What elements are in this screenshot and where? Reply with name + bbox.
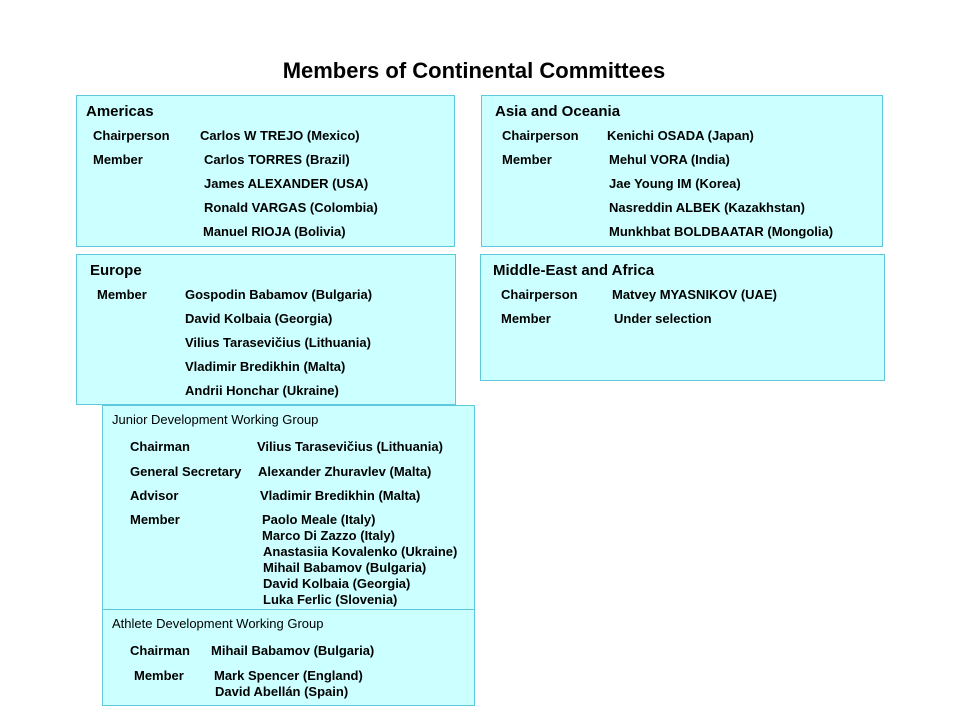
- junior-development-heading: Junior Development Working Group: [112, 412, 319, 427]
- asia-oceania-panel: [481, 95, 883, 247]
- asia-chair-role: Chairperson: [502, 128, 579, 143]
- junior-chair-role: Chairman: [130, 439, 190, 454]
- asia-chair-name: Kenichi OSADA (Japan): [607, 128, 754, 143]
- europe-member-name: Andrii Honchar (Ukraine): [185, 383, 339, 398]
- americas-member-name: Manuel RIOJA (Bolivia): [203, 224, 346, 239]
- americas-member-name: Carlos TORRES (Brazil): [204, 152, 350, 167]
- junior-member-name: Paolo Meale (Italy): [262, 512, 376, 527]
- asia-oceania-heading: Asia and Oceania: [495, 103, 621, 120]
- athlete-member-role: Member: [134, 668, 184, 683]
- mea-member-name: Under selection: [614, 311, 712, 326]
- europe-member-role: Member: [97, 287, 147, 302]
- asia-member-name: Nasreddin ALBEK (Kazakhstan): [609, 200, 805, 215]
- junior-member-name: Marco Di Zazzo (Italy): [262, 528, 395, 543]
- junior-secretary-role: General Secretary: [130, 464, 242, 479]
- athlete-chair-role: Chairman: [130, 643, 190, 658]
- americas-chair-role: Chairperson: [93, 128, 170, 143]
- europe-member-name: Vilius Tarasevičius (Lithuania): [185, 335, 371, 350]
- athlete-development-heading: Athlete Development Working Group: [112, 616, 324, 631]
- middle-east-africa-panel: [480, 254, 885, 381]
- mea-chair-role: Chairperson: [501, 287, 578, 302]
- athlete-member-name: David Abellán (Spain): [215, 684, 349, 699]
- americas-member-name: James ALEXANDER (USA): [204, 176, 369, 191]
- asia-member-name: Mehul VORA (India): [609, 152, 730, 167]
- junior-member-name: David Kolbaia (Georgia): [263, 576, 411, 591]
- americas-chair-name: Carlos W TREJO (Mexico): [200, 128, 360, 143]
- athlete-development-panel: [102, 609, 475, 706]
- junior-secretary-name: Alexander Zhuravlev (Malta): [258, 464, 432, 479]
- mea-member-role: Member: [501, 311, 551, 326]
- europe-member-name: David Kolbaia (Georgia): [185, 311, 333, 326]
- americas-panel: [76, 95, 455, 247]
- europe-heading: Europe: [90, 262, 142, 279]
- athlete-chair-name: Mihail Babamov (Bulgaria): [211, 643, 375, 658]
- mea-chair-name: Matvey MYASNIKOV (UAE): [612, 287, 777, 302]
- junior-member-name: Luka Ferlic (Slovenia): [263, 592, 398, 607]
- page-title: Members of Continental Committees: [282, 58, 666, 83]
- junior-member-name: Anastasiia Kovalenko (Ukraine): [263, 544, 458, 559]
- junior-member-role: Member: [130, 512, 180, 527]
- europe-member-name: Gospodin Babamov (Bulgaria): [185, 287, 373, 302]
- asia-member-role: Member: [502, 152, 552, 167]
- asia-member-name: Jae Young IM (Korea): [609, 176, 741, 191]
- europe-member-name: Vladimir Bredikhin (Malta): [185, 359, 346, 374]
- junior-development-panel: [102, 405, 475, 610]
- athlete-member-name: Mark Spencer (England): [214, 668, 363, 683]
- americas-heading: Americas: [86, 103, 154, 120]
- junior-chair-name: Vilius Tarasevičius (Lithuania): [257, 439, 443, 454]
- junior-advisor-name: Vladimir Bredikhin (Malta): [260, 488, 421, 503]
- europe-panel: [76, 254, 456, 405]
- americas-member-name: Ronald VARGAS (Colombia): [204, 200, 378, 215]
- junior-member-name: Mihail Babamov (Bulgaria): [263, 560, 427, 575]
- middle-east-africa-heading: Middle-East and Africa: [493, 262, 655, 279]
- junior-advisor-role: Advisor: [130, 488, 179, 503]
- americas-member-role: Member: [93, 152, 143, 167]
- asia-member-name: Munkhbat BOLDBAATAR (Mongolia): [609, 224, 834, 239]
